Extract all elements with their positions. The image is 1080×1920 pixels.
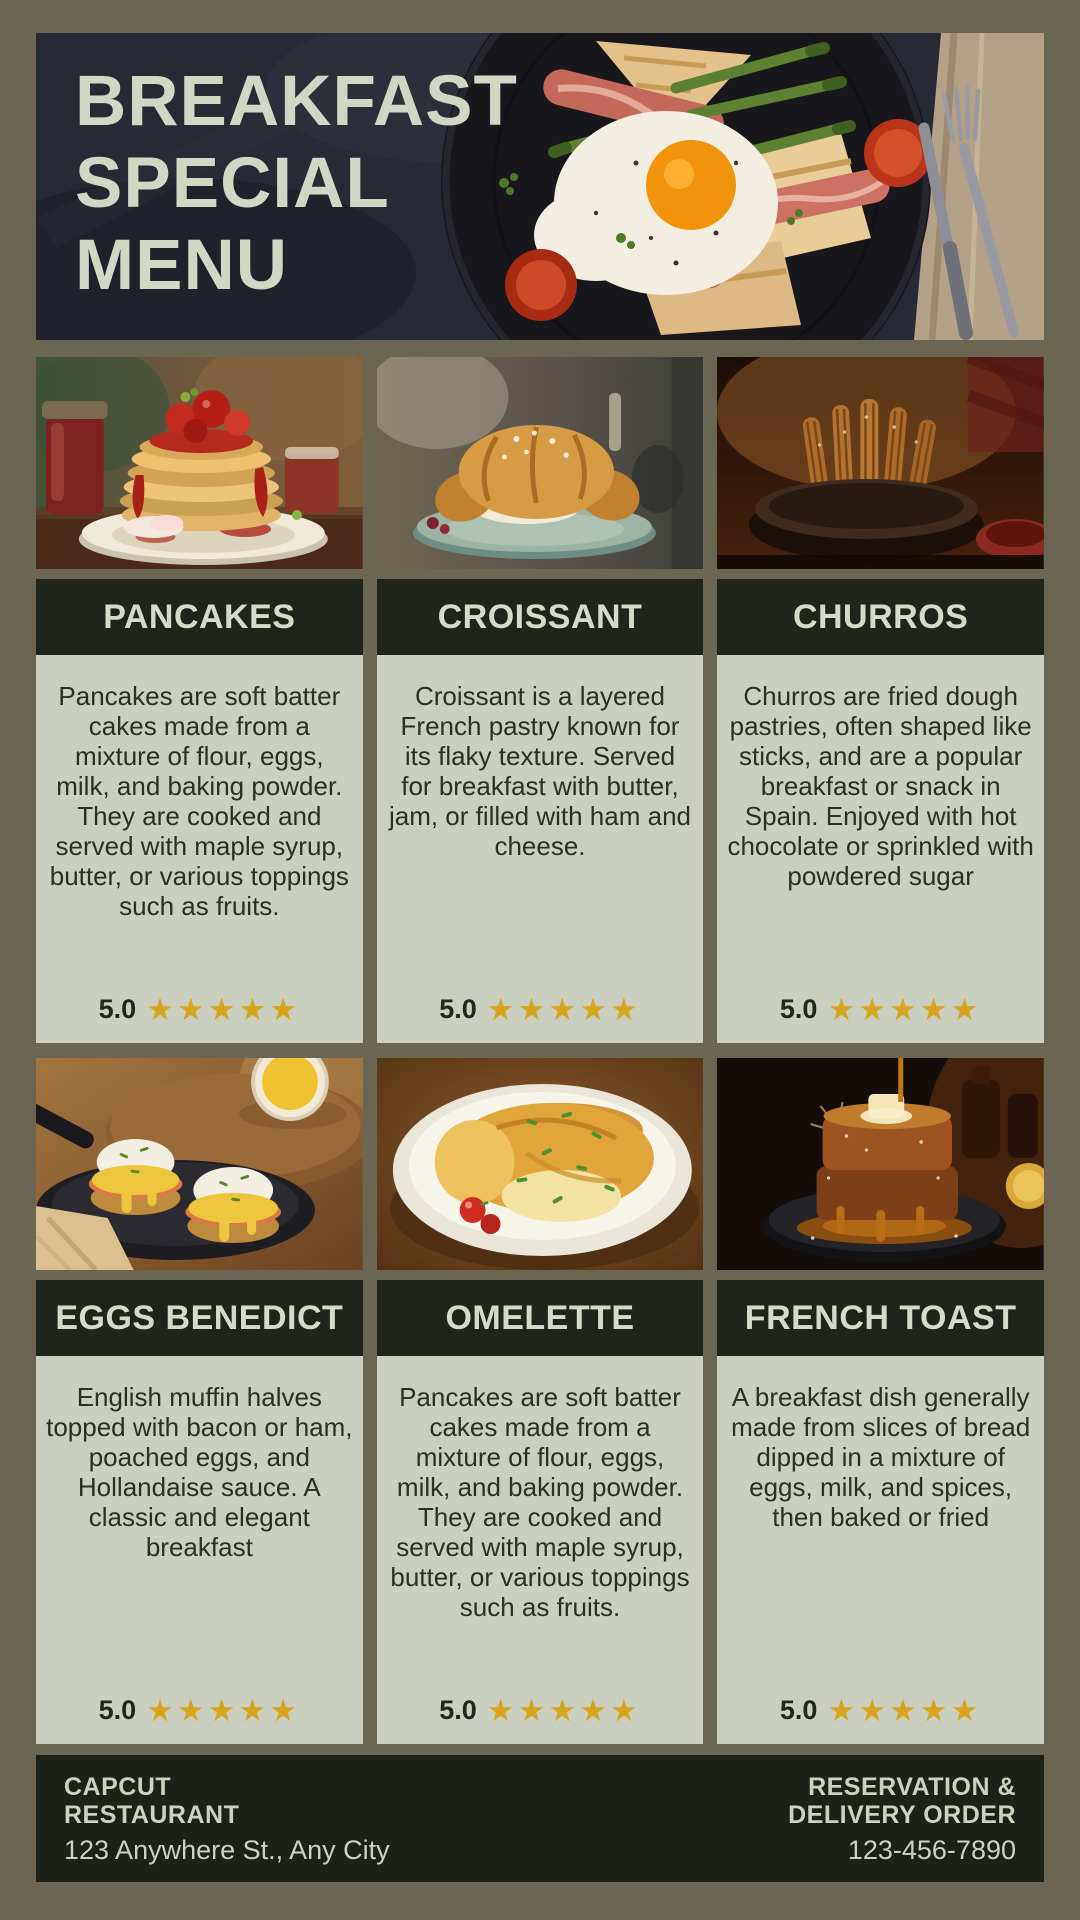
croissant-photo — [377, 357, 704, 569]
menu-card — [377, 579, 704, 1043]
rating — [377, 994, 704, 1025]
card-body — [717, 655, 1044, 1043]
reservation-heading-line: RESERVATION & — [808, 1772, 1016, 1801]
churros-photo-frame — [717, 357, 1044, 569]
pancakes-photo-frame — [36, 357, 363, 569]
rating — [717, 1695, 1044, 1726]
card-title: OMELETTE — [377, 1280, 704, 1356]
menu-grid — [36, 357, 1044, 1744]
banner-title-line: MENU — [75, 226, 289, 305]
menu-item-french-toast — [717, 1058, 1044, 1744]
reservation-phone: 123-456-7890 — [847, 1834, 1016, 1865]
menu-card — [717, 1280, 1044, 1744]
rating-stars: ★★★★★ — [146, 992, 301, 1027]
rating-score: 5.0 — [439, 994, 477, 1024]
rating-score: 5.0 — [439, 1695, 477, 1725]
rating — [377, 1695, 704, 1726]
churros-photo — [717, 357, 1044, 569]
menu-item-eggs-benedict — [36, 1058, 363, 1744]
card-description: A breakfast dish generally made from slices of bread dipped in a mixture of eggs, milk, and spices, then baked or fried — [731, 1382, 1031, 1532]
card-body — [717, 1356, 1044, 1744]
menu-item-omelette — [377, 1058, 704, 1744]
rating-score: 5.0 — [98, 994, 137, 1024]
rating-stars: ★★★★★ — [827, 992, 982, 1027]
menu-card — [36, 1280, 363, 1744]
card-title: PANCAKES — [36, 579, 363, 655]
card-title: CHURROS — [717, 579, 1044, 655]
omelette-photo — [377, 1058, 704, 1270]
card-title: EGGS BENEDICT — [36, 1280, 363, 1356]
eggs-benedict-photo — [36, 1058, 363, 1270]
card-description: Pancakes are soft batter cakes made from a mixture of flour, eggs, milk, and baking powder. They are cooked and served with maple syrup, butter, or various toppings such as fruits. — [390, 1382, 690, 1622]
rating-stars: ★★★★★ — [486, 992, 641, 1027]
menu-card — [717, 579, 1044, 1043]
eggs-benedict-photo-frame — [36, 1058, 363, 1270]
menu-card — [36, 579, 363, 1043]
rating — [717, 994, 1044, 1025]
french-toast-photo-frame — [717, 1058, 1044, 1270]
card-description: Croissant is a layered French pastry known for its flaky texture. Served for breakfast with butter, jam, or filled with ham and cheese. — [388, 681, 691, 861]
card-description: Pancakes are soft batter cakes made from a mixture of flour, eggs, milk, and baking powder. They are cooked and served with maple syrup, butter, or various toppings such as fruits. — [49, 681, 349, 921]
rating-score: 5.0 — [779, 994, 818, 1024]
card-title: FRENCH TOAST — [717, 1280, 1044, 1356]
menu-item-churros — [717, 357, 1044, 1043]
banner-title — [75, 61, 518, 307]
card-description: English muffin halves topped with bacon or ham, poached eggs, and Hollandaise sauce. A classic and elegant breakfast — [46, 1382, 353, 1562]
banner-title-line: SPECIAL — [75, 144, 390, 223]
restaurant-address: 123 Anywhere St., Any City — [64, 1834, 390, 1865]
card-body — [377, 655, 704, 1043]
banner-title-line: BREAKFAST — [75, 62, 518, 141]
reservation-heading-line: DELIVERY ORDER — [788, 1800, 1016, 1829]
rating — [36, 1695, 363, 1726]
restaurant-name-line: RESTAURANT — [64, 1800, 240, 1829]
card-body — [36, 655, 363, 1043]
banner — [36, 33, 1044, 340]
restaurant-info — [64, 1773, 390, 1865]
footer — [36, 1755, 1044, 1882]
card-description: Churros are fried dough pastries, often shaped like sticks, and are a popular breakfast or snack in Spain. Enjoyed with hot chocolate or sprinkled with powdered sugar — [727, 681, 1034, 891]
restaurant-name-line: CAPCUT — [64, 1772, 172, 1801]
reservation-info — [788, 1773, 1016, 1865]
rating — [36, 994, 363, 1025]
card-body — [377, 1356, 704, 1744]
rating-stars: ★★★★★ — [827, 1693, 982, 1728]
rating-stars: ★★★★★ — [146, 1693, 301, 1728]
menu-item-pancakes — [36, 357, 363, 1043]
menu-item-croissant — [377, 357, 704, 1043]
pancakes-photo — [36, 357, 363, 569]
french-toast-photo — [717, 1058, 1044, 1270]
rating-stars: ★★★★★ — [486, 1693, 641, 1728]
rating-score: 5.0 — [98, 1695, 137, 1725]
rating-score: 5.0 — [779, 1695, 818, 1725]
card-body — [36, 1356, 363, 1744]
card-title: CROISSANT — [377, 579, 704, 655]
croissant-photo-frame — [377, 357, 704, 569]
menu-card — [377, 1280, 704, 1744]
omelette-photo-frame — [377, 1058, 704, 1270]
